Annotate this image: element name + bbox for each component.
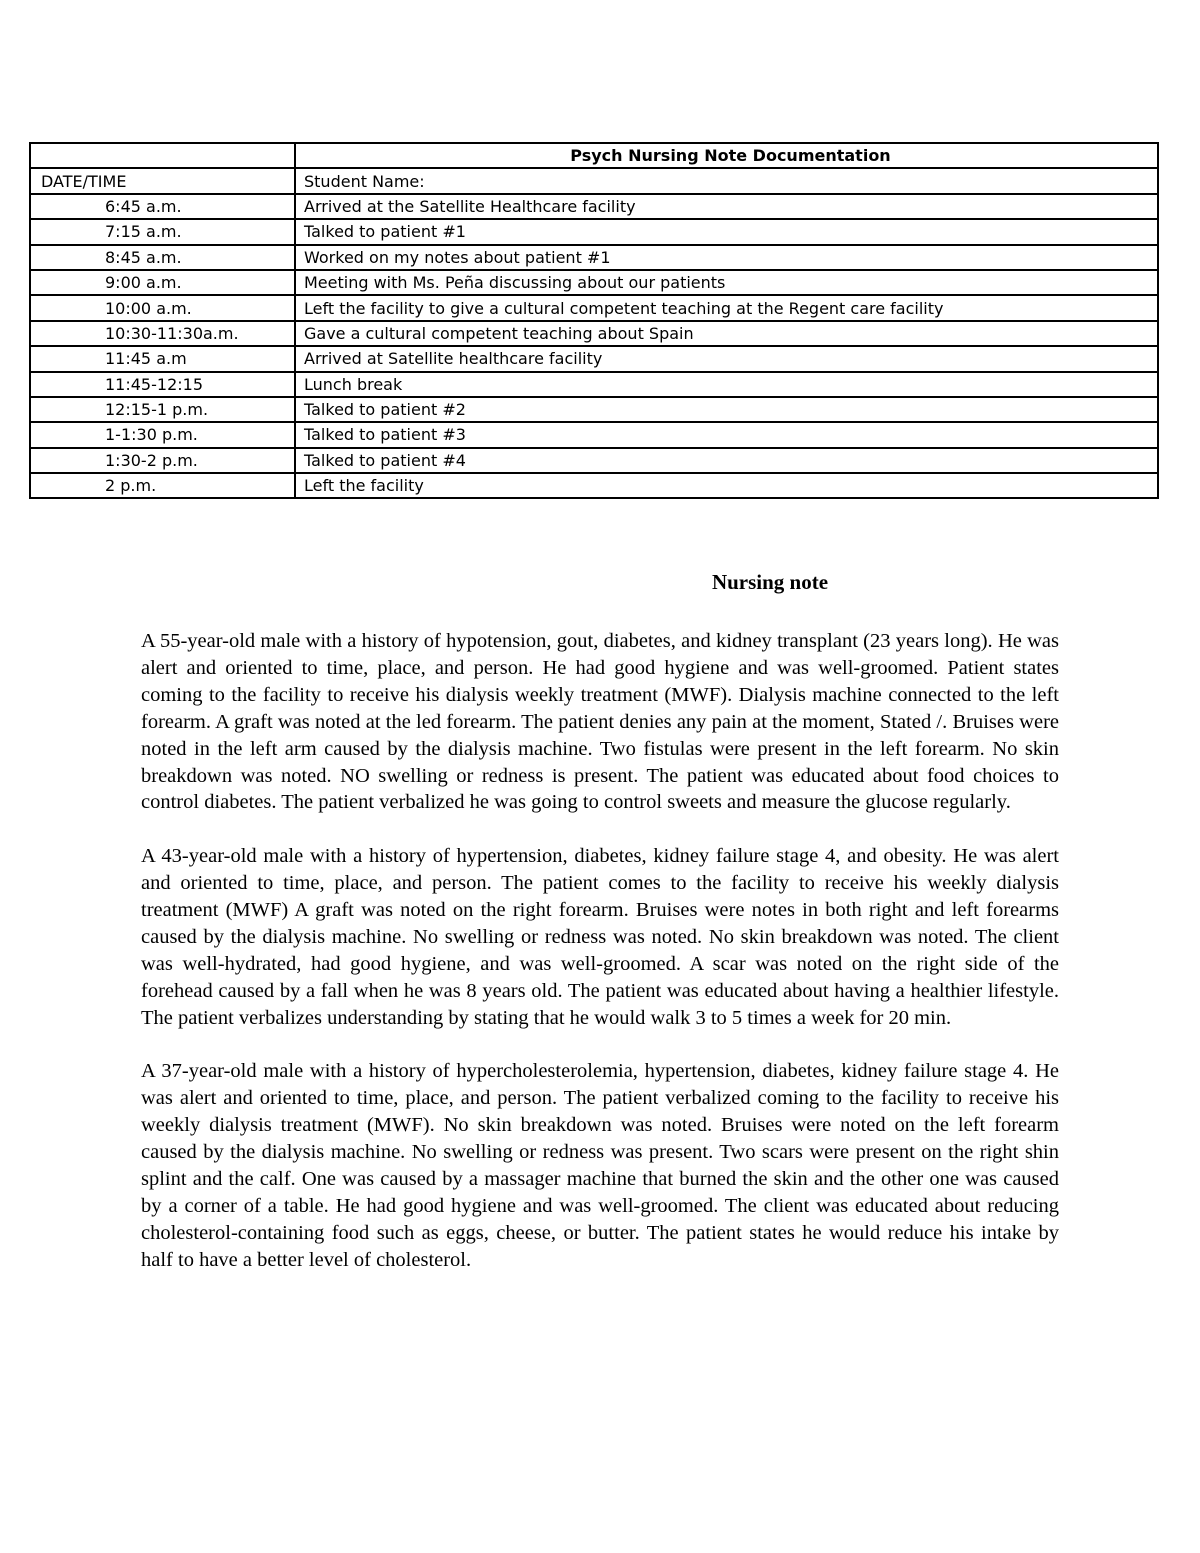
blank-cell xyxy=(30,143,295,168)
time-cell: 6:45 a.m. xyxy=(30,194,295,219)
table-title-row xyxy=(30,143,1158,168)
note-paragraph-patient-3: A 37-year-old male with a history of hypercholesterolemia, hypertension, diabetes, kidney failure stage 4. He was alert and oriented to time, place, and person. The patient verbalized coming to the facility to receive his weekly dialysis treatment (MWF). No skin breakdown was noted. Bruises were noted on the left forearm caused by the dialysis machine. No swelling or redness was present. Two scars were present on the right shin splint and the calf. One was caused by a massager machine that burned the skin and the other one was caused by a corner of a table. He had good hygiene and was well-groomed. The client was educated about reducing cholesterol-containing food such as eggs, cheese, or butter. The patient states he would reduce his intake by half to have a better level of cholesterol. xyxy=(141,1060,1059,1271)
activity-cell: Worked on my notes about patient #1 xyxy=(295,245,1158,270)
table-row xyxy=(30,422,1158,447)
date-time-header: DATE/TIME xyxy=(30,168,295,193)
table-row xyxy=(30,448,1158,473)
activity-cell: Lunch break xyxy=(295,372,1158,397)
table-row xyxy=(30,245,1158,270)
note-paragraph-patient-2: A 43-year-old male with a history of hypertension, diabetes, kidney failure stage 4, and obesity. He was alert and oriented to time, place, and person. The patient comes to the facility to receive his weekly dialysis treatment (MWF) A graft was noted on the right forearm. Bruises were notes in both right and left forearms caused by the dialysis machine. No swelling or redness was noted. No skin breakdown was noted. The client was well-hydrated, had good hygiene, and was well-groomed. A scar was noted on the right side of the forehead caused by a fall when he was 8 years old. The patient was educated about having a healthier lifestyle. The patient verbalizes understanding by stating that he would walk 3 to 5 times a week for 20 min. xyxy=(141,845,1059,1029)
activity-cell: Left the facility xyxy=(295,473,1158,498)
activity-cell: Talked to patient #1 xyxy=(295,219,1158,244)
table-row xyxy=(30,194,1158,219)
activity-cell: Arrived at the Satellite Healthcare facility xyxy=(295,194,1158,219)
time-cell: 11:45-12:15 xyxy=(30,372,295,397)
time-cell: 1:30-2 p.m. xyxy=(30,448,295,473)
activity-cell: Talked to patient #2 xyxy=(295,397,1158,422)
schedule-table xyxy=(29,142,1159,499)
time-cell: 10:00 a.m. xyxy=(30,295,295,320)
time-cell: 10:30-11:30a.m. xyxy=(30,321,295,346)
table-row xyxy=(30,397,1158,422)
activity-cell: Talked to patient #3 xyxy=(295,422,1158,447)
table-header-row xyxy=(30,168,1158,193)
activity-cell: Arrived at Satellite healthcare facility xyxy=(295,346,1158,371)
table-row xyxy=(30,473,1158,498)
table-row xyxy=(30,346,1158,371)
nursing-note-heading: Nursing note xyxy=(711,570,829,594)
activity-cell: Meeting with Ms. Peña discussing about our patients xyxy=(295,270,1158,295)
time-cell: 2 p.m. xyxy=(30,473,295,498)
time-cell: 8:45 a.m. xyxy=(30,245,295,270)
time-cell: 7:15 a.m. xyxy=(30,219,295,244)
activity-cell: Left the facility to give a cultural competent teaching at the Regent care facility xyxy=(295,295,1158,320)
time-cell: 12:15-1 p.m. xyxy=(30,397,295,422)
time-cell: 1-1:30 p.m. xyxy=(30,422,295,447)
time-cell: 9:00 a.m. xyxy=(30,270,295,295)
table-row xyxy=(30,321,1158,346)
table-row xyxy=(30,270,1158,295)
table-row xyxy=(30,295,1158,320)
note-paragraph-patient-1: A 55-year-old male with a history of hypotension, gout, diabetes, and kidney transplant (23 years long). He was alert and oriented to time, place, and person. He had good hygiene and was well-groomed. Patient states coming to the facility to receive his dialysis weekly treatment (MWF). Dialysis machine connected to the left forearm. A graft was noted at the led forearm. The patient denies any pain at the moment, Stated /. Bruises were noted in the left arm caused by the dialysis machine. Two fistulas were present in the left forearm. No skin breakdown was noted. NO swelling or redness is present. The patient was educated about food choices to control diabetes. The patient verbalized he was going to control sweets and measure the glucose regularly. xyxy=(141,630,1059,814)
document-title: Psych Nursing Note Documentation xyxy=(295,143,1158,168)
table-row xyxy=(30,372,1158,397)
nursing-note-body xyxy=(141,628,1059,1301)
activity-cell: Talked to patient #4 xyxy=(295,448,1158,473)
student-name-label: Student Name: xyxy=(295,168,1158,193)
activity-cell: Gave a cultural competent teaching about Spain xyxy=(295,321,1158,346)
table-row xyxy=(30,219,1158,244)
time-cell: 11:45 a.m xyxy=(30,346,295,371)
